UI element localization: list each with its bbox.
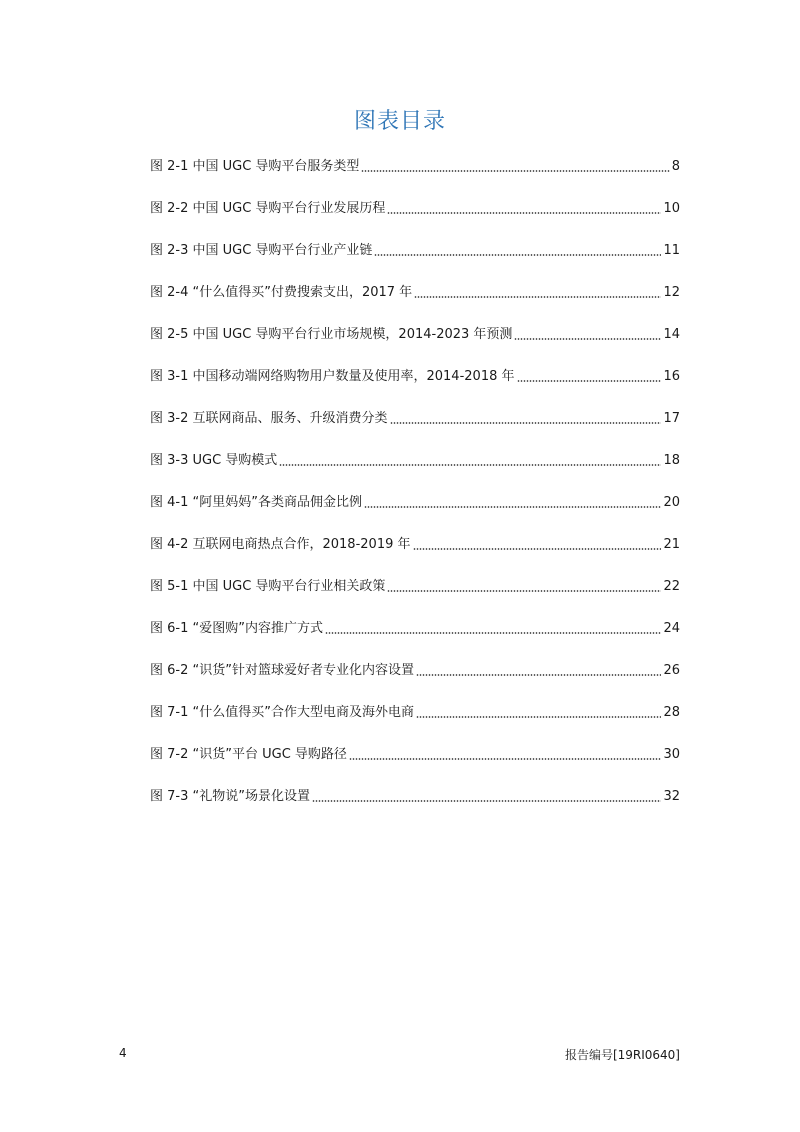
toc-entry[interactable] [150,188,680,230]
toc-entry-page: 28 [663,705,680,720]
toc-entry-label: 图 3-2 互联网商品、服务、升级消费分类 [150,411,388,426]
toc-entry[interactable] [150,524,680,566]
toc-entry-label: 图 6-1 “爱图购”内容推广方式 [150,621,323,636]
toc-entry-label: 图 2-1 中国 UGC 导购平台服务类型 [150,159,360,174]
toc-entry-label: 图 5-1 中国 UGC 导购平台行业相关政策 [150,579,386,594]
toc-entry[interactable] [150,272,680,314]
toc-entry-page: 17 [663,411,680,426]
dot-leader [390,422,662,424]
toc-entry-label: 图 7-3 “礼物说”场景化设置 [150,789,310,804]
dot-leader [517,380,662,382]
dot-leader [349,758,662,760]
toc-entry[interactable] [150,776,680,818]
toc-entry[interactable] [150,566,680,608]
toc-entry[interactable] [150,230,680,272]
toc-entry[interactable] [150,356,680,398]
toc-entry-page: 12 [663,285,680,300]
dot-leader [514,338,661,340]
toc-entry[interactable] [150,692,680,734]
toc-entry-page: 32 [663,789,680,804]
toc-entry-page: 30 [663,747,680,762]
toc-entry[interactable] [150,608,680,650]
dot-leader [413,548,662,550]
dot-leader [279,464,661,466]
dot-leader [374,254,661,256]
toc-entry-label: 图 2-2 中国 UGC 导购平台行业发展历程 [150,201,386,216]
toc-entry[interactable] [150,398,680,440]
toc-entry-page: 18 [663,453,680,468]
toc-entry-page: 26 [663,663,680,678]
toc-entry-label: 图 7-2 “识货”平台 UGC 导购路径 [150,747,347,762]
toc-entry[interactable] [150,482,680,524]
toc-entry-page: 21 [663,537,680,552]
toc-entry[interactable] [150,650,680,692]
dot-leader [325,632,661,634]
toc-entry-label: 图 2-4 “什么值得买”付费搜索支出，2017 年 [150,285,413,300]
dot-leader [414,296,661,298]
table-of-figures [150,146,680,818]
dot-leader [387,212,661,214]
page-title: 图表目录 [353,109,446,134]
toc-entry-label: 图 6-2 “识货”针对篮球爱好者专业化内容设置 [150,663,414,678]
toc-entry-page: 11 [663,243,680,258]
footer-page-number: 4 [119,1046,127,1060]
toc-entry[interactable] [150,314,680,356]
dot-leader [312,800,661,802]
toc-entry-label: 图 2-5 中国 UGC 导购平台行业市场规模，2014-2023 年预测 [150,327,513,342]
toc-entry-page: 24 [663,621,680,636]
toc-entry[interactable] [150,734,680,776]
toc-entry-label: 图 2-3 中国 UGC 导购平台行业产业链 [150,243,373,258]
toc-entry-page: 16 [663,369,680,384]
toc-entry-page: 10 [663,201,680,216]
toc-entry-page: 22 [663,579,680,594]
toc-entry[interactable] [150,440,680,482]
dot-leader [387,590,661,592]
toc-entry-label: 图 7-1 “什么值得买”合作大型电商及海外电商 [150,705,414,720]
toc-entry-label: 图 3-3 UGC 导购模式 [150,453,278,468]
toc-entry[interactable] [150,146,680,188]
toc-entry-page: 14 [663,327,680,342]
toc-entry-label: 图 4-1 “阿里妈妈”各类商品佣金比例 [150,495,362,510]
dot-leader [416,674,661,676]
footer-report-id: 报告编号[19RI0640] [564,1048,680,1062]
toc-entry-label: 图 4-2 互联网电商热点合作，2018-2019 年 [150,537,411,552]
toc-entry-label: 图 3-1 中国移动端网络购物用户数量及使用率，2014-2018 年 [150,369,515,384]
dot-leader [416,716,661,718]
dot-leader [361,170,669,172]
dot-leader [364,506,661,508]
toc-entry-page: 8 [671,159,680,174]
toc-entry-page: 20 [663,495,680,510]
